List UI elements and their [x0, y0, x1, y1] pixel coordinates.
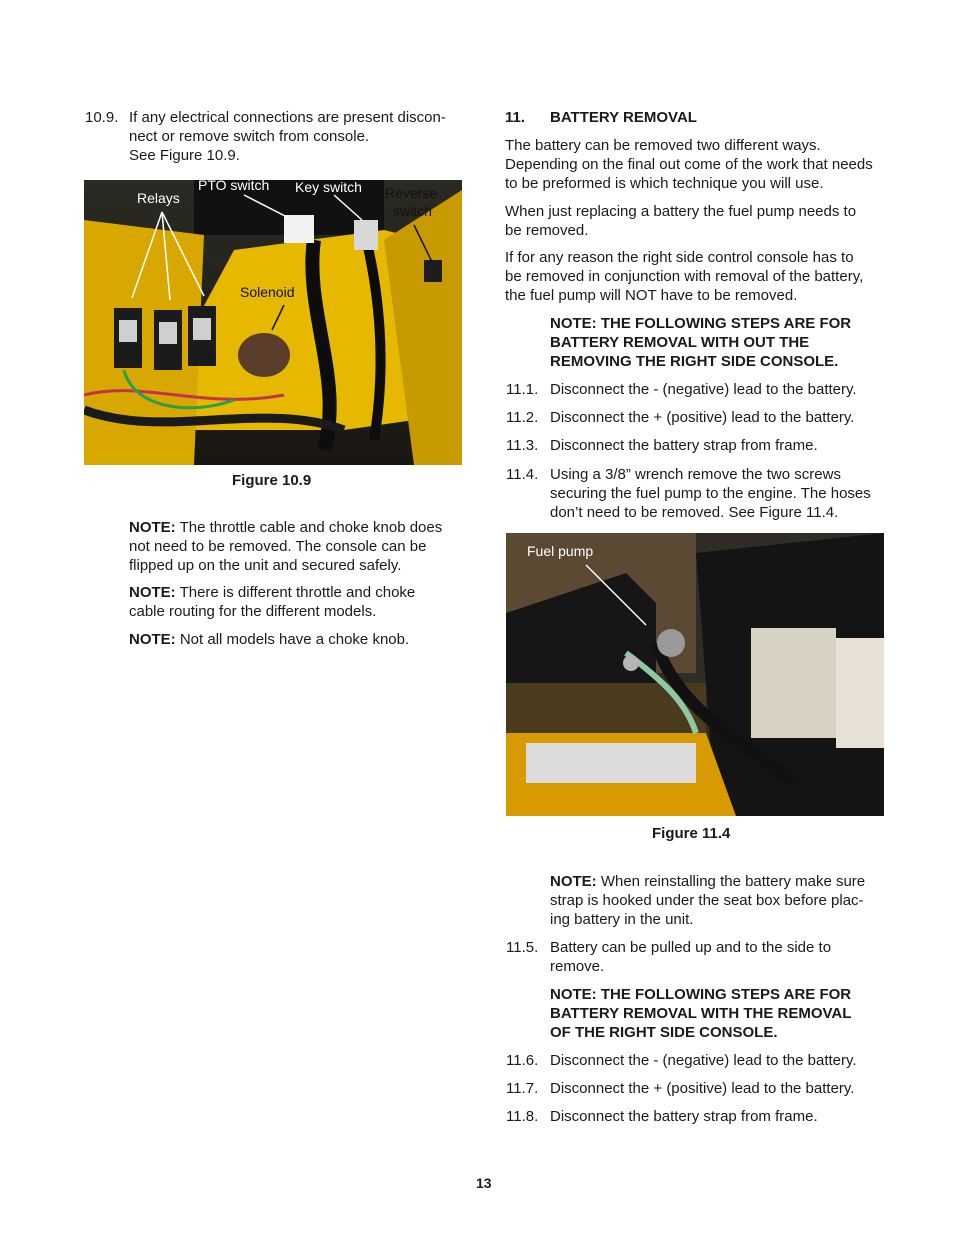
paragraph-replacing: When just replacing a battery the fuel pump needs to be removed. [505, 203, 857, 239]
label-key-switch: Key switch [295, 180, 362, 195]
label-pto-switch: PTO switch [198, 180, 270, 193]
label-solenoid: Solenoid [240, 284, 295, 300]
figure-11-4-caption: Figure 11.4 [652, 825, 731, 842]
note-routing: NOTE: There is different throttle and choke cable routing for the different models. [129, 584, 416, 620]
page-number: 13 [476, 1175, 492, 1191]
figure-11-4-photo [506, 533, 884, 816]
label-switch: switch [393, 203, 432, 219]
section-heading: 11. BATTERY REMOVAL [505, 109, 697, 126]
electrical-console-image [84, 180, 462, 465]
step-11-5: 11.5. Battery can be pulled up and to the side to remove. [506, 939, 832, 975]
step-11-4: 11.4. Using a 3/8” wrench remove the two screws securing the fuel pump to the engine. The hoses don’t need to be removed. See Figure 11.4. [506, 466, 871, 521]
step-number: 10.9. [85, 109, 119, 126]
fuel-pump-image [506, 533, 884, 816]
label-relays: Relays [137, 190, 180, 206]
paragraph-console: If for any reason the right side control console has to be removed in conjunction with removal of the battery, the fuel pump will NOT have to be removed. [505, 249, 864, 304]
note-with-console: NOTE: THE FOLLOWING STEPS ARE FOR BATTERY REMOVAL WITH THE REMOVAL OF THE RIGHT SIDE CONSOLE. [550, 986, 852, 1041]
label-fuel-pump: Fuel pump [527, 543, 594, 559]
label-reverse: Reverse [385, 185, 438, 201]
note-choke: NOTE: Not all models have a choke knob. [129, 631, 410, 648]
figure-10-9-caption: Figure 10.9 [232, 472, 312, 489]
note-reinstall: NOTE: When reinstalling the battery make sure strap is hooked under the seat box before plac- ing battery in the unit. [550, 873, 866, 928]
step-text: If any electrical connections are present discon- nect or remove switch from console. See Figure 10.9. [129, 109, 446, 164]
note-without-console: NOTE: THE FOLLOWING STEPS ARE FOR BATTERY REMOVAL WITH OUT THE REMOVING THE RIGHT SIDE CONSOLE. [550, 315, 852, 370]
figure-10-9-photo [84, 180, 462, 465]
note-throttle: NOTE: The throttle cable and choke knob does not need to be removed. The console can be flipped up on the unit and secured safely. [129, 519, 443, 574]
paragraph-two-ways: The battery can be removed two different ways. Depending on the final out come of the work that needs to be preformed is which technique you will use. [505, 137, 873, 192]
